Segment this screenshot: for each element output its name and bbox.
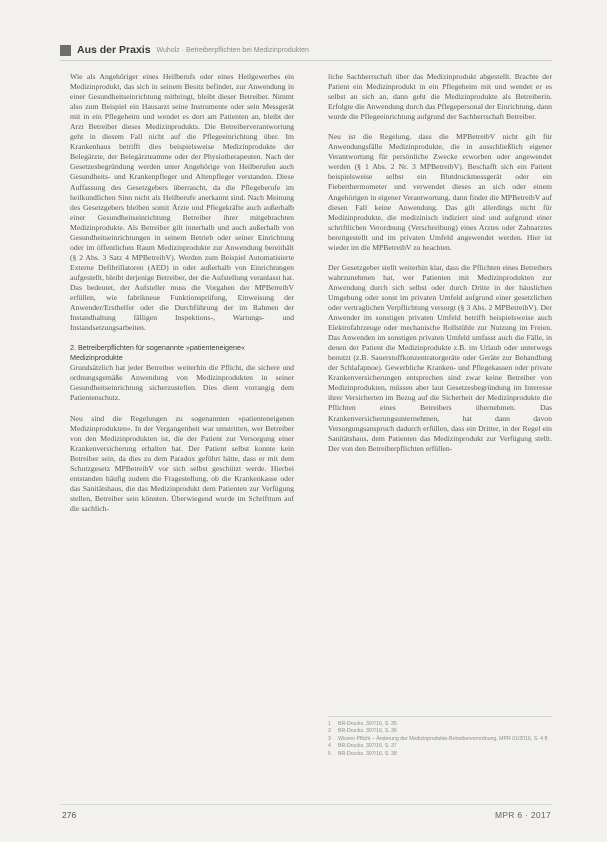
footnote-number: 4 [328, 743, 331, 750]
section-subtitle: Wuholz · Betreiberpflichten bei Medizinprodukten [156, 46, 309, 54]
page-number: 276 [62, 810, 77, 820]
paragraph: Neu sind die Regelungen zu sogenannten »patienteneigenen Medizinprodukten«. In der Vergangenheit war umstritten, wer Betreiber von den Medizinprodukten ist, die der Patient zur Versorgung einer Krankenversicherung erhalten hat. Der Patient selbst konnte kein Betreiber sein, da dies zu dem Paradox geführt hätte, dass er mit dem Schutzgesetz MPBetreibV vor sich selbst geschützt werde. Hierbei entstanden häufig zudem die Fragestellung, ob die Krankenkasse oder das Sanitätshaus, die das Medizinprodukt dem Patienten zur Verfügung stellen, Betreiber sein könnten. Überwiegend wurde im Schrifttum auf die sachlich- [70, 413, 294, 513]
text-column-right [328, 72, 552, 464]
footnote [328, 751, 552, 758]
footnote-number: 3 [328, 735, 331, 742]
footnote-number: 5 [328, 750, 331, 757]
footnote-text: BR-Drucks. 397/16, S. 37 [338, 743, 397, 750]
paragraph: Wie als Angehöriger eines Heilberufs oder eines Heilgewerbes ein Medizinprodukt, das sich in seinem Besitz befindet, zur Anwendung in einer Gesundheitseinrichtung mitbringt, bleibt dieser Betreiber. Nimmt also zum Beispiel ein Hausarzt seine Instrumente oder sein Messgerät mit in ein Pflegeheim und wendet es dort am Patienten an, bleibt der Arzt Betreiber dieses Medizinprodukts. Die Betreiberverantwortung geht in diesem Fall nicht auf die Pflegeeinrichtung über. Im Krankenhaus betrifft dies beispielsweise Medizinprodukte der Belegärzte, der Belegärzteamme oder der Physiotherapeuten. Nach der Gesetzesbegründung werden unter Angehörige von Heilberufen auch Gesundheits- und Krankenpfleger und Altenpfleger verstanden. Diese Auffassung des Gesetzgebers überrascht, da die Pflegeberufe im heilkundlichen Sinn nicht als Heilberufe anerkannt sind. Nach Meinung des Gesetzgebers bleiben somit Ärzte und Pflegekräfte auch außerhalb einer Gesundheitseinrichtung Betreiber ihrer mitgebrachten Medizinprodukte. Als Betreiber gilt innerhalb und auch außerhalb von Gesundheitseinrichtungen in seinem Betrieb oder seiner Einrichtung oder im öffentlichen Raum Medizinprodukte zur Anwendung bereithält (§ 2 Abs. 3 Satz 4 MPBetreibV). Werden zum Beispiel Automatisierte Externe Defibrillatoren (AED) in oder außerhalb von Einrichtungen aufgestellt, bleibt derjenige Betreiber, der die Aufstellung veranlasst hat. Das bedeutet, der Aufsteller muss die Vorgaben der MPBetreibV erfüllen, wie fabrikneue Funktionsprüfung, Einweisung der Anwender/Ersthelfer oder die Durchführung der im Rahmen der Instandhaltung fälligen Inspektions-, Wartungs- und Instandsetzungsarbeiten. [70, 72, 294, 333]
section-title: Aus der Praxis [77, 44, 151, 56]
paragraph: Neu ist die Regelung, dass die MPBetreibV nicht gilt für Anwendungsfälle Medizinprodukte, die in ausschließlich eigener Verantwortung für persönliche Zwecke erworben oder angewendet werden (§ 1 Abs. 2 Nr. 3 MPBetreibV). Beschafft sich ein Patient beispielsweise selbst ein Blutdruckmessgerät oder ein Fieberthermometer und verwendet dieses an sich oder einem Angehörigen in eigener Verantwortung, dann findet die MPBetreibV auf diesen Fall keine Anwendung. Das gilt allerdings nicht für Medizinprodukte, die medizinisch indiziert sind und aufgrund einer schriftlichen Verordnung (Verschreibung) eines Arztes oder Zahnarztes bereitgestellt und im privaten Umfeld angewendet werden. Hier ist wieder im die MPBetreibV zu beachten. [328, 132, 552, 252]
paragraph: Der Gesetzgeber stellt weiterhin klar, dass die Pflichten eines Betreibers wahrzunehmen hat, wer Patienten mit Medizinprodukten zur Anwendung durch sich selbst oder durch Dritte in der häuslichen Umgebung oder sonst im privaten Umfeld aufgrund einer gesetzlichen oder vertraglichen Verpflichtung versorgt (§ 3 Abs. 2 MPBetreibV). Der Anwender im sonstigen privaten Umfeld betrifft beispielsweise auch Elektrofahrzeuge oder mechanische Rollstühle zur Nutzung im Freien. Das Anwenden im sonstigen privaten Umfeld umfasst auch die Fälle, in denen der Patient die Medizinprodukte z.B. im Urlaub oder unterwegs benutzt (z.B. Sauerstoffkonzentratorgeräte oder Geräte zur Behandlung der Schlafapnoe). Gewerbliche Kranken- und Pflegekassen oder private Krankenversicherungen entsprechen sind zwar keine Betreiber von Medizinprodukten, müssen aber laut Gesetzesbegründung im Interesse ihrer Versicherten im Bezug auf die Sicherheit der Medizinprodukte die Pflichten eines Betreibers übernehmen. Das Krankenversicherungsunternehmen, hat dann davon Versorgungsanspruch dadurch erfüllen, dass ein Dritter, in der Regel ein Sanitätshaus, dem Patienten das Medizinprodukt zur Verfügung stellt. Der von den Betreiberpflichten erfüllen- [328, 262, 552, 453]
footnote [328, 721, 552, 728]
paragraph: liche Sachherrschaft über das Medizinprodukt abgestellt. Brachte der Patient ein Medizinprodukt in ein Pflegeheim mit und wendet er es selbst an sich an, dann geht die Medizinprodukte als Betreiberin. Erfolgte die Anwendung durch das Pflegepersonal der Einrichtung, dann wurde die Pflegeeinrichtung aufgrund der Sachherrschaft Betreiber. [328, 72, 552, 122]
journal-issue: MPR 6 · 2017 [494, 810, 551, 820]
section-heading: 2. Betreiberpflichten für sogenannte »patienteneigene« Medizinprodukte [70, 343, 246, 363]
page-header [60, 42, 550, 58]
footnotes [328, 716, 552, 758]
footnote [328, 736, 552, 743]
footnote [328, 743, 552, 750]
footnote-text: Wissen Pflicht – Änderung der Medizinprodukte-Betreiberverordnung, MPR 01/2016, S. 4 ff. [338, 735, 549, 742]
section-marker-icon [60, 45, 71, 56]
footnote-text: BR-Drucks. 397/16, S. 35 [338, 721, 397, 727]
footer-divider [60, 804, 552, 805]
footnote-number: 2 [328, 728, 331, 735]
footnote-text: BR-Drucks. 397/16, S. 38 [338, 750, 397, 757]
paragraph: Grundsätzlich hat jeder Betreiber weiterhin die Pflicht, die sichere und ordnungsgemäße Anwendung von Medizinprodukten in seiner Gesundheitseinrichtung sicherzustellen. Dies dient vorrangig dem Patientenschutz. [70, 363, 294, 403]
header-divider [60, 60, 552, 61]
footnote-number: 1 [328, 721, 331, 727]
footnote-text: BR-Drucks. 397/16, S. 36 [338, 728, 397, 735]
text-column-left [70, 72, 294, 524]
footnote [328, 728, 552, 735]
